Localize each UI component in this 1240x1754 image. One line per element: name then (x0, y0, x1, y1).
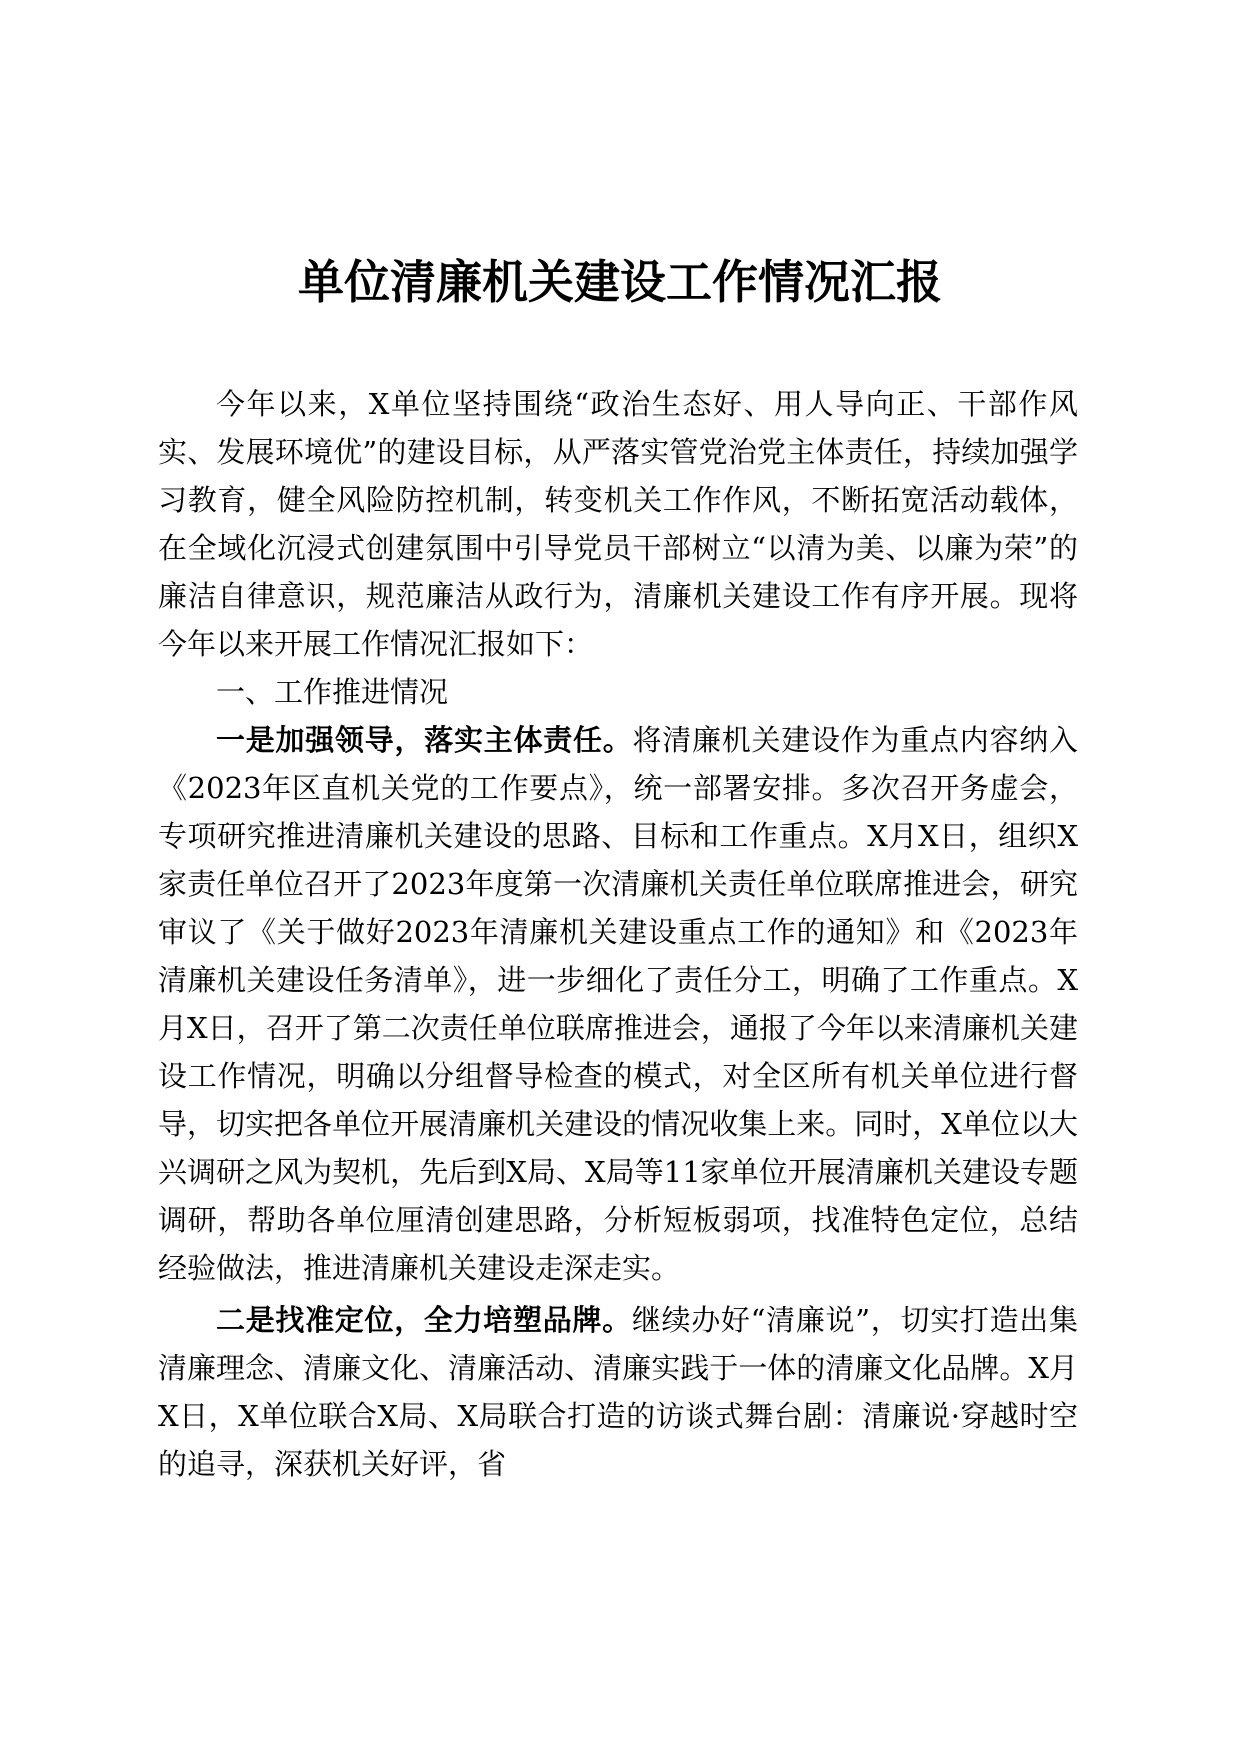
item-paragraph-2 (158, 1296, 1078, 1488)
item-text-1: 将清廉机关建设作为重点内容纳入《2023年区直机关党的工作要点》，统一部署安排。多次召开务虚会，专项研究推进清廉机关建设的思路、目标和工作重点。X月X日，组织X家责任单位召开了2023年度第一次清廉机关责任单位联席推进会，研究审议了《关于做好2023年清廉机关建设重点工作的通知》和《2023年清廉机关建设任务清单》，进一步细化了责任分工，明确了工作重点。X月X日，召开了第二次责任单位联席推进会，通报了今年以来清廉机关建设工作情况，明确以分组督导检查的模式，对全区所有机关单位进行督导，切实把各单位开展清廉机关建设的情况收集上来。同时，X单位以大兴调研之风为契机，先后到X局、X局等11家单位开展清廉机关建设专题调研，帮助各单位厘清创建思路，分析短板弱项，找准特色定位，总结经验做法，推进清廉机关建设走深走实。 (158, 723, 1078, 1285)
document-title: 单位清廉机关建设工作情况汇报 (298, 255, 942, 309)
item-text-2: 继续办好“清廉说”，切实打造出集清廉理念、清廉文化、清廉活动、清廉实践于一体的清廉文化品牌。X月X日，X单位联合X局、X局联合打造的访谈式舞台剧：清廉说·穿越时空的追寻，深获机关好评，省 (158, 1303, 1078, 1481)
document-body (158, 380, 1078, 1488)
item-paragraph-1 (158, 716, 1078, 1292)
section-heading: 一、工作推进情况 (216, 675, 449, 709)
item-lead-1: 一是加强领导，落实主体责任。 (216, 723, 633, 757)
item-lead-2: 二是找准定位，全力培塑品牌。 (216, 1303, 632, 1337)
intro-paragraph: 今年以来，X单位坚持围绕“政治生态好、用人导向正、干部作风实、发展环境优”的建设目标，从严落实管党治党主体责任，持续加强学习教育，健全风险防控机制，转变机关工作作风，不断拓宽活动载体，在全域化沉浸式创建氛围中引导党员干部树立“以清为美、以廉为荣”的廉洁自律意识，规范廉洁从政行为，清廉机关建设工作有序开展。现将今年以来开展工作情况汇报如下： (158, 387, 1078, 661)
